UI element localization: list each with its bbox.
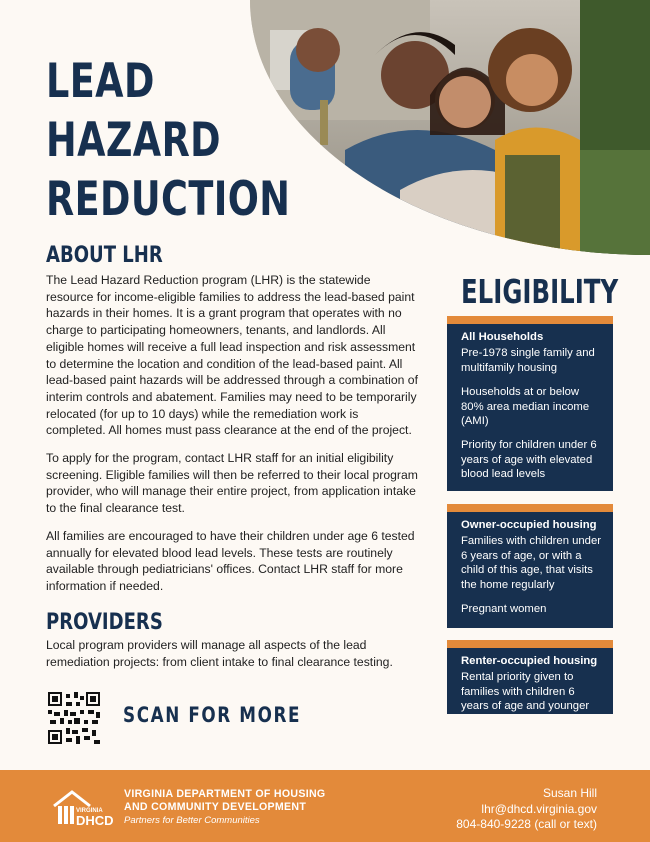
logo-big-text: DHCD (76, 813, 114, 828)
dhcd-logo-icon (52, 786, 120, 830)
providers-text: Local program providers will manage all aspects of the lead remediation projects: from client intake to final clearance testing. (46, 638, 393, 669)
about-paragraph: All families are encouraged to have their children under age 6 tested annually for elevated blood lead levels. These tests are routinely available through pediatricians' offices. Contact LHR staff for more information if needed. (46, 528, 415, 593)
scan-for-more-label: SCAN FOR MORE (123, 703, 302, 727)
contact-block (456, 786, 597, 833)
family-photo (250, 0, 650, 255)
logo-small-text: VIRGINIA (76, 808, 103, 814)
card-item: Families with children under 6 years of age, or with a child of this age, that visits the home regularly (461, 535, 602, 591)
contact-phone[interactable]: 804-840-9228 (call or text) (456, 817, 597, 831)
providers-heading: PROVIDERS (46, 610, 163, 635)
tagline: Partners for Better Communities (124, 815, 260, 826)
org-line: VIRGINIA DEPARTMENT OF HOUSING (124, 788, 326, 800)
card-title: Renter-occupied housing (461, 655, 598, 667)
page-title (46, 52, 290, 229)
card-item: Pregnant women (461, 603, 547, 616)
org-name (124, 788, 325, 814)
card-item: Priority for children under 6 years of age with elevated blood lead levels (461, 439, 597, 481)
card-title: Owner-occupied housing (461, 519, 597, 531)
title-line: LEAD (46, 54, 155, 109)
eligibility-card-renter-occupied (447, 640, 613, 714)
card-item: Rental priority given to families with children 6 years of age and younger (461, 671, 590, 713)
contact-email[interactable]: lhr@dhcd.virginia.gov (481, 801, 597, 816)
contact-name: Susan Hill (542, 786, 597, 800)
org-line: AND COMMUNITY DEVELOPMENT (124, 801, 307, 813)
about-paragraph: The Lead Hazard Reduction program (LHR) is the statewide resource for income-eligible families to address the lead-based paint hazards in their homes. It is a grant program that operates with no charge to participating homeowners, tenants, and landlords. All eligible homes will receive a full lead inspection and risk assessment to determine the location and condition of the lead-based paint. All lead-based paint hazards will be addressed through a combination of interim controls and abatement. Families may need to be temporarily relocated (for up to 10 days) while the remediation work is completed. All homes must pass clearance at the end of the project. (46, 273, 418, 438)
eligibility-card-owner-occupied (447, 504, 613, 628)
about-body (46, 272, 421, 606)
footer (0, 770, 650, 842)
about-heading: ABOUT LHR (46, 243, 163, 268)
card-item: Pre-1978 single family and multifamily housing (461, 347, 595, 374)
about-paragraph: To apply for the program, contact LHR staff for an initial eligibility screening. Eligible families will then be referred to their local program provider, who will manage their entire project, from application intake to the final clearance test. (46, 451, 418, 516)
eligibility-card-all-households (447, 316, 613, 491)
eligibility-heading: ELIGIBILITY (461, 272, 619, 311)
qr-code-icon[interactable] (48, 692, 100, 744)
title-line: HAZARD (46, 113, 222, 168)
card-item: Households at or below 80% area median income (AMI) (461, 386, 590, 428)
providers-body (46, 637, 421, 681)
title-line: REDUCTION (46, 172, 291, 227)
card-title: All Households (461, 331, 544, 343)
